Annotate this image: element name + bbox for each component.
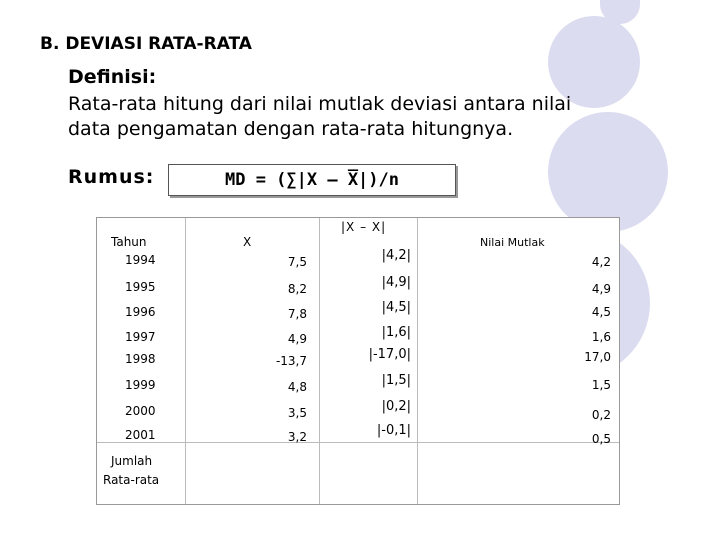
row-x-value: 3,2	[287, 430, 307, 444]
table-row-divider	[97, 442, 619, 443]
header-nilai-mutlak: Nilai Mutlak	[480, 236, 545, 249]
definition-line-1: Rata-rata hitung dari nilai mutlak deviasi antara nilai	[68, 93, 572, 115]
row-deviation: |-0,1|	[376, 423, 411, 438]
header-deviation: |X – X|	[341, 220, 387, 234]
row-abs-value: 4,2	[591, 255, 611, 269]
row-year: 1998	[125, 352, 156, 366]
definition-line-2: data pengamatan dengan rata-rata hitungnya.	[68, 118, 514, 140]
row-x-value: 3,5	[287, 406, 307, 420]
table-col-divider	[417, 218, 418, 504]
row-x-value: 8,2	[287, 282, 307, 296]
row-deviation: |-17,0|	[368, 347, 411, 362]
row-deviation: |4,2|	[381, 248, 411, 263]
data-table	[96, 217, 620, 505]
row-deviation: |4,9|	[381, 275, 411, 290]
row-year: 1999	[125, 378, 156, 392]
row-deviation: |1,6|	[381, 325, 411, 340]
row-abs-value: 0,2	[591, 408, 611, 422]
section-title: B. DEVIASI RATA-RATA	[40, 34, 252, 54]
header-x: X	[243, 235, 252, 249]
header-tahun: Tahun	[111, 235, 147, 249]
row-abs-value: 0,5	[591, 432, 611, 446]
row-abs-value: 1,5	[591, 378, 611, 392]
row-year: 1997	[125, 330, 156, 344]
row-abs-value: 4,5	[591, 305, 611, 319]
formula-label: Rumus:	[68, 166, 155, 188]
row-year: 1995	[125, 280, 156, 294]
row-deviation: |0,2|	[381, 399, 411, 414]
table-col-divider	[319, 218, 320, 504]
definition-label: Definisi:	[68, 66, 157, 88]
footer-jumlah: Jumlah	[111, 454, 153, 468]
table-col-divider	[185, 218, 186, 504]
row-year: 2000	[125, 404, 156, 418]
row-x-value: 7,8	[287, 307, 307, 321]
footer-rata-rata: Rata-rata	[103, 473, 160, 487]
row-abs-value: 17,0	[584, 350, 611, 364]
row-deviation: |4,5|	[381, 300, 411, 315]
row-abs-value: 4,9	[591, 282, 611, 296]
row-x-value: 4,8	[287, 380, 307, 394]
row-year: 1994	[125, 253, 156, 267]
row-year: 1996	[125, 305, 156, 319]
row-x-value: -13,7	[275, 354, 307, 368]
row-x-value: 7,5	[287, 255, 307, 269]
row-year: 2001	[125, 428, 156, 442]
row-abs-value: 1,6	[591, 330, 611, 344]
row-x-value: 4,9	[287, 332, 307, 346]
row-deviation: |1,5|	[381, 373, 411, 388]
definition-text	[68, 92, 628, 142]
formula-box: MD = (∑|X – X̅|)/n	[168, 164, 456, 196]
